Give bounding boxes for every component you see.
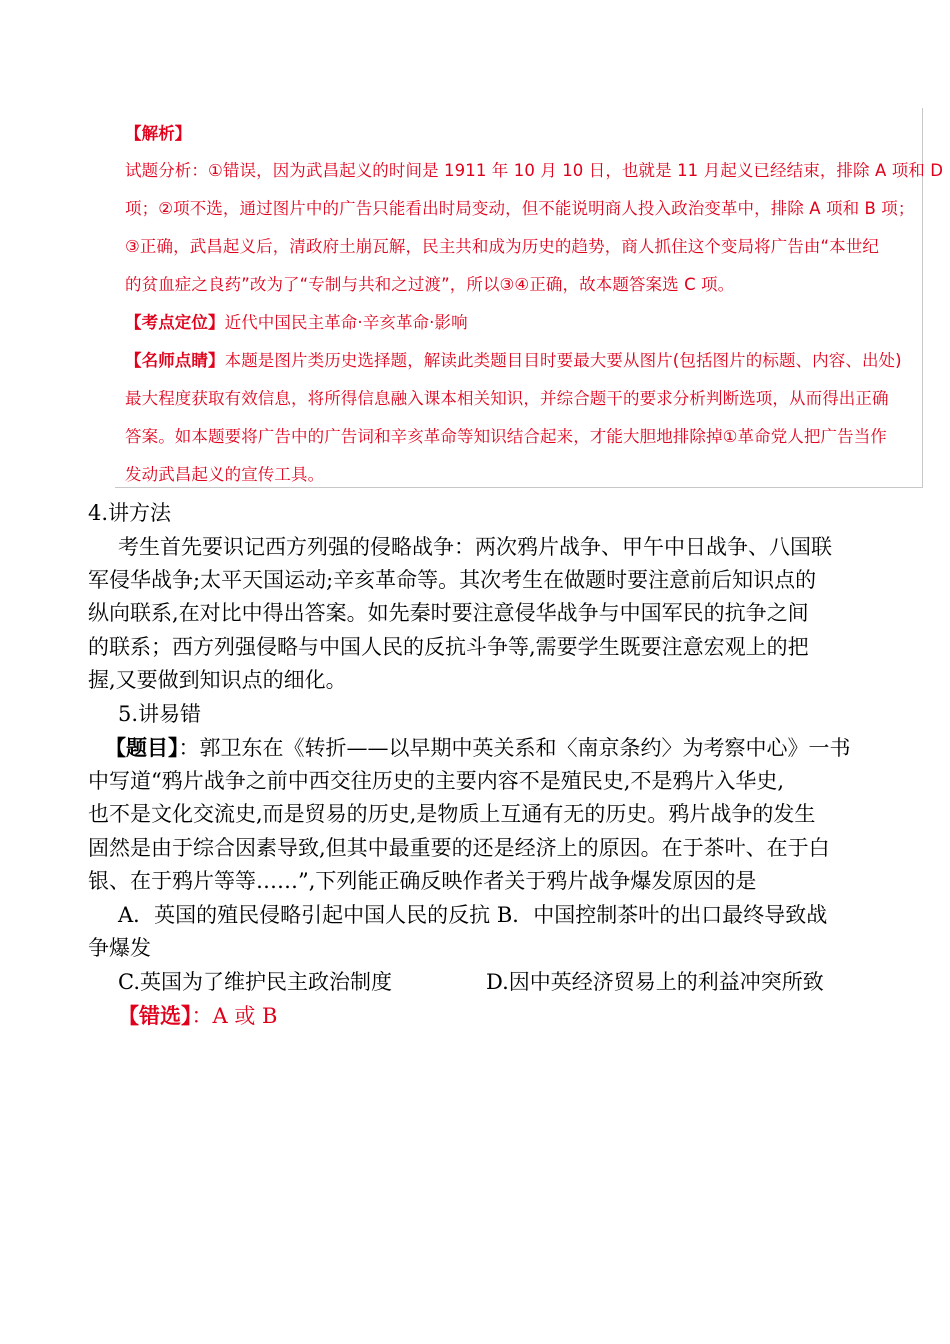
section4-line-3: 纵向联系,在对比中得出答案。如先秦时要注意侵华战争与中国军民的抗争之间 xyxy=(88,601,809,625)
option-d: D.因中英经济贸易上的利益冲突所致 xyxy=(486,970,824,994)
section4-line-2: 军侵华战争;太平天国运动;辛亥革命等。其次考生在做题时要注意前后知识点的 xyxy=(88,568,817,592)
section5-title: 5.讲易错 xyxy=(118,702,202,726)
question-row-1 xyxy=(105,737,851,759)
kaodian-row xyxy=(125,309,468,333)
wrong-choice-label: 【错选】 xyxy=(118,1003,192,1028)
wrong-choice-text: ：A 或 B xyxy=(191,1004,278,1028)
analysis-line-3: ③正确，武昌起义后，清政府土崩瓦解，民主共和成为历史的趋势，商人抓住这个变局将广告由“本世纪 xyxy=(125,237,879,256)
analysis-box xyxy=(115,108,944,488)
section4-line-1: 考生首先要识记西方列强的侵略战争：两次鸦片战争、甲午中日战争、八国联 xyxy=(118,535,832,559)
mingshi-line-4: 发动武昌起义的宣传工具。 xyxy=(125,465,325,484)
section4-line-4: 的联系；西方列强侵略与中国人民的反抗斗争等,需要学生既要注意宏观上的把 xyxy=(88,635,809,659)
wrong-choice-row xyxy=(118,1005,277,1027)
mingshi-line-3: 答案。如本题要将广告中的广告词和辛亥革命等知识结合起来，才能大胆地排除掉①革命党人把广告当作 xyxy=(125,427,887,446)
mingshi-line-2: 最大程度获取有效信息，将所得信息融入课本相关知识，并综合题干的要求分析判断选项，从而得出正确 xyxy=(125,389,889,408)
question-label: 【题目】 xyxy=(105,735,179,760)
mingshi-line-1: 本题是图片类历史选择题，解读此类题目目时要最大要从图片(包括图片的标题、内容、出处) xyxy=(224,351,902,370)
option-c: C.英国为了维护民主政治制度 xyxy=(118,970,392,994)
question-line-3: 也不是文化交流史,而是贸易的历史,是物质上互通有无的历史。鸦片战争的发生 xyxy=(88,802,816,826)
analysis-line-1: 试题分析：①错误，因为武昌起义的时间是 1911 年 10 月 10 日，也就是 11 月起义已经结束，排除 A 项和 D xyxy=(125,161,944,180)
question-line-4: 固然是由于综合因素导致,但其中最重要的还是经济上的原因。在于茶叶、在于白 xyxy=(88,836,830,860)
question-line-1: ：郭卫东在《转折——以早期中英关系和〈南京条约〉为考察中心》一书 xyxy=(178,736,851,760)
kaodian-text: 近代中国民主革命·辛亥革命·影响 xyxy=(224,313,468,332)
mingshi-label: 【名师点睛】 xyxy=(125,351,225,370)
question-line-2: 中写道“鸦片战争之前中西交往历史的主要内容不是殖民史,不是鸦片入华史, xyxy=(88,769,785,793)
section4-title: 4.讲方法 xyxy=(88,501,172,525)
analysis-line-2: 项；②项不选，通过图片中的广告只能看出时局变动，但不能说明商人投入政治变革中，排除 A 项和 B 项； xyxy=(125,199,915,218)
mingshi-row xyxy=(125,347,902,371)
kaodian-label: 【考点定位】 xyxy=(125,313,225,332)
analysis-heading: 【解析】 xyxy=(125,124,192,143)
option-ab: A．英国的殖民侵略引起中国人民的反抗 B．中国控制茶叶的出口最终导致战 xyxy=(118,903,828,927)
question-line-5: 银、在于鸦片等等……”,下列能正确反映作者关于鸦片战争爆发原因的是 xyxy=(88,869,757,893)
section4-line-5: 握,又要做到知识点的细化。 xyxy=(88,668,347,692)
analysis-line-4: 的贫血症之良药”改为了“专制与共和之过渡”，所以③④正确，故本题答案选 C 项。 xyxy=(125,275,735,294)
option-ab-cont: 争爆发 xyxy=(88,936,151,960)
